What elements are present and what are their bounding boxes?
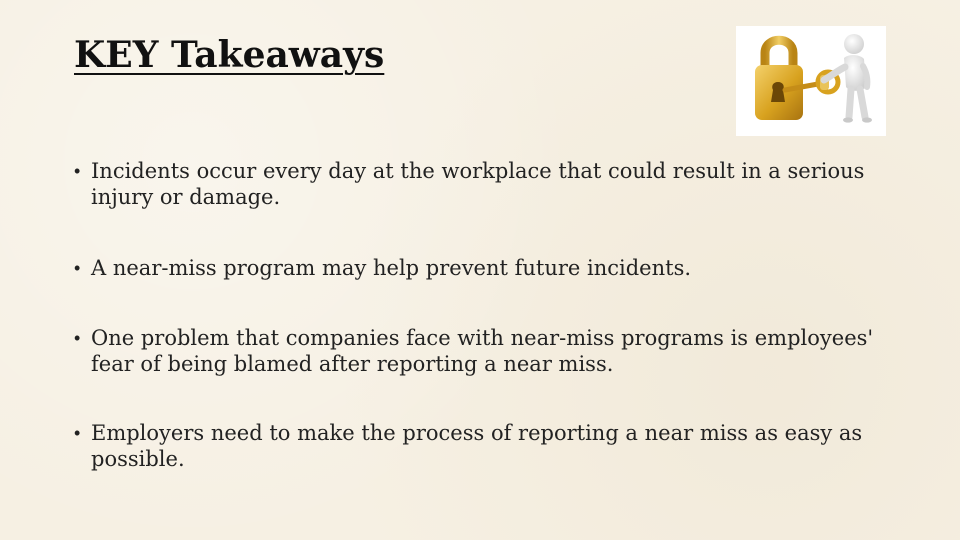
padlock-illustration: [736, 26, 886, 136]
takeaway-item-3: [72, 325, 911, 377]
padlock-key-person-icon: [736, 26, 886, 136]
takeaway-text-1: Incidents occur every day at the workplace that could result in a serious injury or damage.: [91, 159, 865, 209]
takeaway-item-1: [72, 158, 911, 210]
takeaway-text-2: A near-miss program may help prevent future incidents.: [91, 256, 692, 280]
takeaway-text-4: Employers need to make the process of reporting a near miss as easy as possible.: [91, 421, 863, 471]
takeaway-text-3: One problem that companies face with near-miss programs is employees' fear of being blamed after reporting a near miss.: [91, 326, 874, 376]
takeaway-item-4: [72, 420, 911, 472]
slide-title: KEY Takeaways: [74, 34, 385, 76]
takeaway-item-2: [72, 255, 911, 281]
